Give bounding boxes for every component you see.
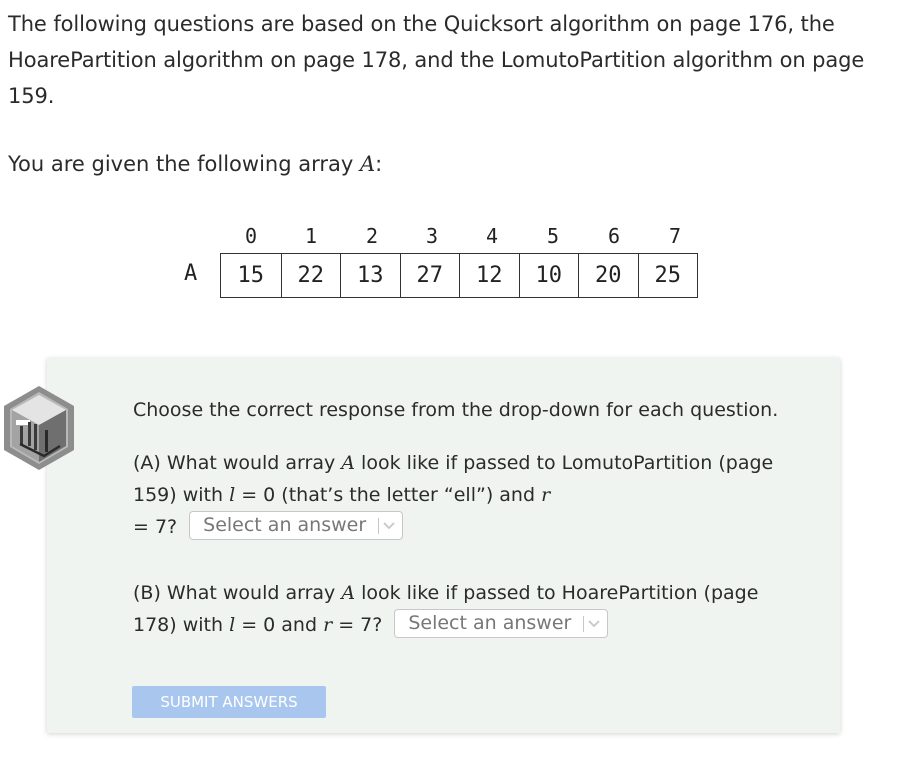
array-cell: 15: [237, 263, 264, 288]
answer-select-a[interactable]: Select an answer: [189, 511, 403, 540]
answer-select-b[interactable]: Select an answer: [394, 609, 608, 638]
array-cell: 12: [459, 254, 519, 297]
array-cell: 27: [400, 254, 460, 297]
array-index: 1: [304, 224, 318, 248]
array-cell: 13: [340, 254, 400, 297]
chevron-down-icon: [382, 521, 396, 531]
array-index: 7: [668, 224, 682, 248]
array-cell: 10: [519, 254, 579, 297]
array-index: 3: [425, 224, 439, 248]
array-cell: 20: [578, 254, 638, 297]
array-index: 5: [546, 224, 560, 248]
assessment-badge-icon: [0, 382, 78, 474]
array-variable: A: [359, 152, 376, 176]
array-cell: 22: [281, 254, 341, 297]
submit-answers-button[interactable]: SUBMIT ANSWERS: [132, 686, 326, 718]
array-index: 2: [365, 224, 379, 248]
array-index: 4: [485, 224, 499, 248]
given-array-text: You are given the following array A:: [8, 152, 383, 176]
question-a: (A) What would array A look like if passed to LomutoPartition (page 159) with l = 0 (that’s the letter “ell”) and r = 7? Select an answer: [133, 452, 774, 538]
instruction-text: Choose the correct response from the drop-down for each question.: [133, 399, 779, 421]
chevron-down-icon: [587, 619, 601, 629]
array-index: 0: [244, 224, 258, 248]
array-index: 6: [607, 224, 621, 248]
array-cell: 25: [638, 254, 698, 297]
question-b: (B) What would array A look like if passed to HoarePartition (page 178) with l = 0 and r = 7? Select an answer: [133, 582, 759, 636]
array-name-label: A: [184, 261, 198, 286]
array-cells: [220, 253, 698, 298]
intro-paragraph: The following questions are based on the Quicksort algorithm on page 176, the HoarePartition algorithm on page 178, and the LomutoPartition algorithm on page 159.: [8, 12, 865, 108]
